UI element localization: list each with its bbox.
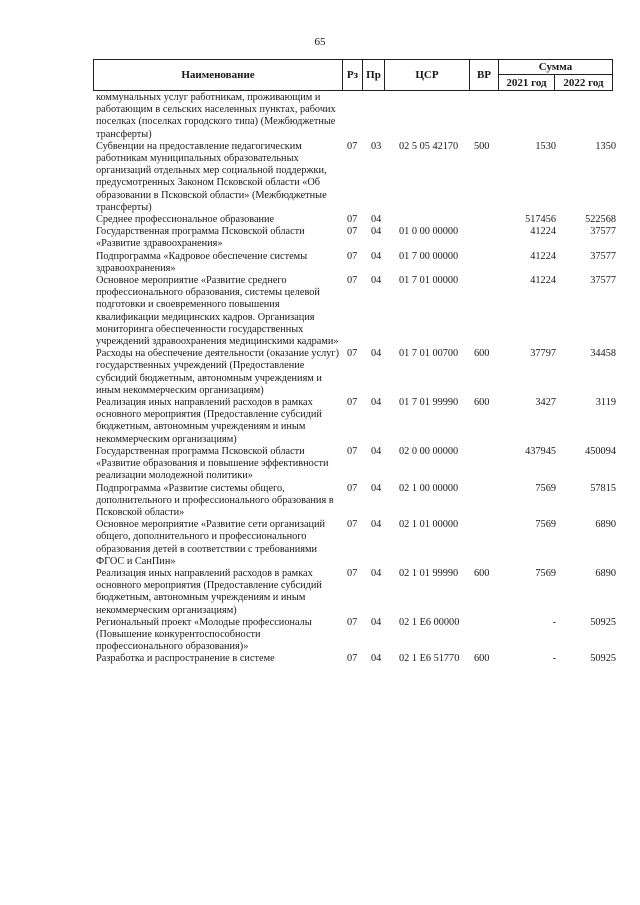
table-row — [96, 92, 616, 141]
row-csr: 02 1 E6 00000 — [399, 616, 460, 628]
row-name: Разработка и распространение в системе — [96, 653, 275, 665]
row-rz: 07 — [347, 653, 358, 665]
row-csr: 02 0 00 00000 — [399, 445, 459, 457]
table-row — [96, 519, 616, 568]
row-sum-2021: 41224 — [530, 226, 556, 238]
row-pr: 04 — [371, 397, 382, 409]
row-rz: 07 — [347, 519, 358, 531]
row-pr: 04 — [371, 250, 382, 262]
row-sum-2022: 450094 — [585, 445, 616, 457]
row-name: Основное мероприятие «Развитие среднего профессионального образования, системы целевой подготовки и своевременного повышения квалификации медицинских кадров. Организация мониторинга обеспеченности государственных учреждений здравоохранения медицинскими кадрами» — [96, 275, 339, 348]
row-pr: 04 — [371, 348, 382, 360]
row-rz: 07 — [347, 616, 358, 628]
budget-table-body — [96, 92, 616, 666]
row-sum-2021: 41224 — [530, 250, 556, 262]
row-sum-2021: 3427 — [535, 397, 556, 409]
row-rz: 07 — [347, 214, 358, 226]
row-sum-2022: 1350 — [595, 140, 616, 152]
row-rz: 07 — [347, 567, 358, 579]
page-number: 65 — [314, 36, 326, 48]
row-vr: 600 — [474, 653, 490, 665]
row-sum-2021: 7569 — [535, 519, 556, 531]
table-row — [96, 397, 616, 446]
row-name: Государственная программа Псковской области «Развитие здравоохранения» — [96, 226, 305, 250]
row-pr: 04 — [371, 226, 382, 238]
header-vr: ВР — [470, 60, 499, 90]
row-rz: 07 — [347, 397, 358, 409]
row-sum-2022: 50925 — [590, 653, 616, 665]
row-sum-2021: 37797 — [530, 348, 556, 360]
row-csr: 01 7 01 99990 — [399, 397, 459, 409]
row-sum-2022: 37577 — [590, 275, 616, 287]
row-pr: 04 — [371, 616, 382, 628]
row-rz: 07 — [347, 445, 358, 457]
row-sum-2021: 1530 — [535, 140, 556, 152]
row-rz: 07 — [347, 275, 358, 287]
row-pr: 04 — [371, 482, 382, 494]
table-row — [96, 214, 616, 226]
row-sum-2021: 7569 — [535, 567, 556, 579]
table-row — [96, 275, 616, 348]
header-pr: Пр — [363, 60, 385, 90]
header-rz: Рз — [343, 60, 363, 90]
header-csr: ЦСР — [385, 60, 470, 90]
table-header — [93, 59, 613, 91]
row-sum-2021: 517456 — [525, 214, 556, 226]
row-name: Региональный проект «Молодые профессионалы (Повышение конкурентоспособности профессионального образования)» — [96, 616, 312, 653]
table-row — [96, 226, 616, 250]
row-csr: 02 5 05 42170 — [399, 140, 459, 152]
table-row — [96, 653, 616, 665]
header-name: Наименование — [94, 60, 343, 90]
row-name: Среднее профессиональное образование — [96, 214, 275, 226]
row-csr: 01 7 01 00000 — [399, 275, 459, 287]
row-sum-2022: 3119 — [595, 397, 616, 409]
row-csr: 01 7 01 00700 — [399, 348, 459, 360]
row-sum-2022: 34458 — [590, 348, 616, 360]
row-pr: 04 — [371, 445, 382, 457]
row-name: Подпрограмма «Кадровое обеспечение системы здравоохранения» — [96, 250, 308, 274]
row-rz: 07 — [347, 250, 358, 262]
row-pr: 04 — [371, 653, 382, 665]
row-vr: 600 — [474, 567, 490, 579]
row-sum-2021: - — [552, 616, 556, 628]
row-name: Подпрограмма «Развитие системы общего, дополнительного и профессионального образования в Псковской области» — [96, 482, 334, 518]
row-sum-2021: 41224 — [530, 275, 556, 287]
row-vr: 600 — [474, 397, 490, 409]
table-row — [96, 141, 616, 214]
row-csr: 02 1 E6 51770 — [399, 653, 460, 665]
row-pr: 04 — [371, 275, 382, 287]
row-name: коммунальных услуг работникам, проживающим и работающим в сельских населенных пунктах, рабочих поселках (поселках городского типа) (Межбюджетные трансферты) — [96, 92, 336, 140]
row-pr: 04 — [371, 567, 382, 579]
table-row — [96, 617, 616, 654]
row-rz: 07 — [347, 482, 358, 494]
row-csr: 02 1 01 00000 — [399, 519, 459, 531]
row-vr: 600 — [474, 348, 490, 360]
row-vr: 500 — [474, 140, 490, 152]
row-sum-2022: 37577 — [590, 250, 616, 262]
row-pr: 04 — [371, 519, 382, 531]
row-name: Расходы на обеспечение деятельности (оказание услуг) государственных учреждений (Предоставление субсидий бюджетным, автономным учреждениям и иным некоммерческим организациям) — [96, 348, 340, 396]
table-row — [96, 348, 616, 397]
row-name: Реализация иных направлений расходов в рамках основного мероприятия (Предоставление субсидий бюджетным, автономным учреждениям и иным некоммерческим организациям) — [96, 397, 322, 445]
row-sum-2022: 50925 — [590, 616, 616, 628]
row-csr: 01 0 00 00000 — [399, 226, 459, 238]
row-pr: 04 — [371, 214, 382, 226]
row-name: Реализация иных направлений расходов в рамках основного мероприятия (Предоставление субсидий бюджетным, автономным учреждениям и иным некоммерческим организациям) — [96, 567, 322, 616]
row-sum-2021: - — [552, 653, 556, 665]
row-csr: 02 1 01 99990 — [399, 567, 459, 579]
table-row — [96, 446, 616, 483]
header-2021: 2021 год — [499, 75, 555, 90]
table-row — [96, 568, 616, 617]
row-pr: 03 — [371, 140, 382, 152]
row-rz: 07 — [347, 140, 358, 152]
row-sum-2021: 437945 — [525, 445, 556, 457]
row-csr: 02 1 00 00000 — [399, 482, 459, 494]
row-sum-2022: 6890 — [595, 567, 616, 579]
row-name: Государственная программа Псковской области «Развитие образования и повышение эффективности реализации молодежной политики» — [96, 445, 329, 482]
row-rz: 07 — [347, 348, 358, 360]
row-csr: 01 7 00 00000 — [399, 250, 459, 262]
table-row — [96, 483, 616, 520]
row-sum-2021: 7569 — [535, 482, 556, 494]
row-sum-2022: 37577 — [590, 226, 616, 238]
header-sum: Сумма — [499, 60, 612, 75]
row-sum-2022: 6890 — [595, 519, 616, 531]
table-row — [96, 251, 616, 275]
header-2022: 2022 год — [563, 76, 604, 89]
row-rz: 07 — [347, 226, 358, 238]
row-name: Субвенции на предоставление педагогическим работникам муниципальных образовательных организаций отдельных мер социальной поддержки, предусмотренных Законом Псковской области «Об образовании в Псковской области» (Межбюджетные трансферты) — [96, 140, 327, 213]
row-sum-2022: 57815 — [590, 482, 616, 494]
row-name: Основное мероприятие «Развитие сети организаций общего, дополнительного и профессионального образования детей в соответствии с требованиями ФГОС и СанПин» — [96, 519, 326, 567]
row-sum-2022: 522568 — [585, 214, 616, 226]
